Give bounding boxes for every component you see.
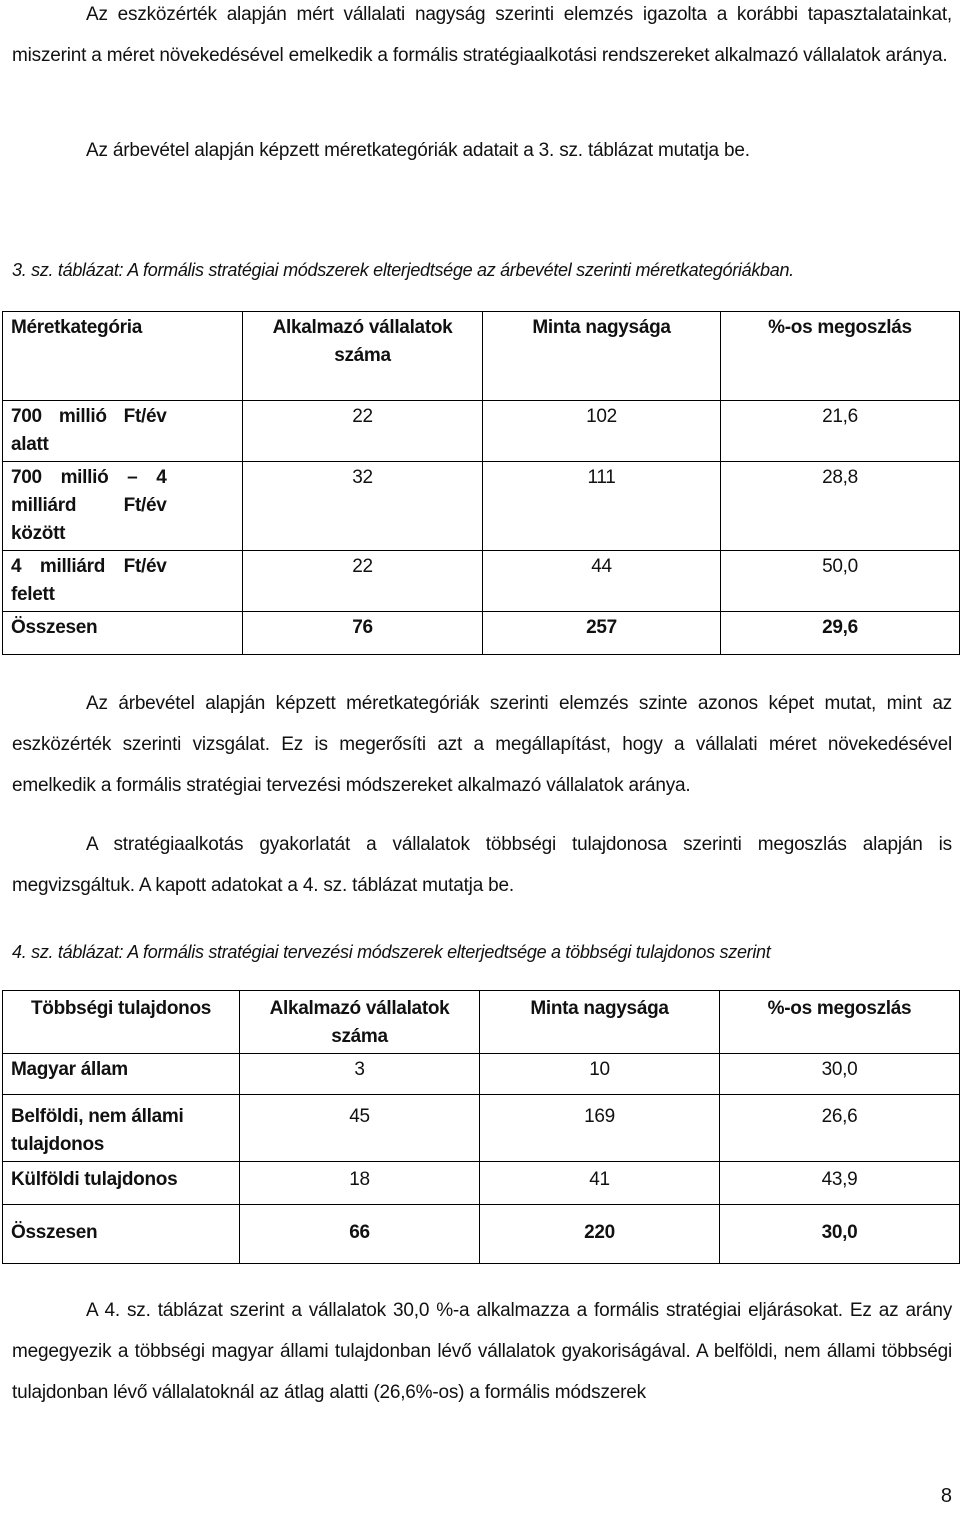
table3-cell: 111 [483,462,721,551]
table4-total-label: Összesen [3,1205,240,1264]
paragraph-2: Az árbevétel alapján képzett méretkategóriák adatait a 3. sz. táblázat mutatja be. [86,140,750,161]
table3-cell: 44 [483,551,721,612]
table4-cell: 169 [480,1095,720,1162]
paragraph-3: Az árbevétel alapján képzett méretkategóriák szerinti elemzés szinte azonos képet mutat, mint az eszközérték szerinti vizsgálat. Ez is megerősíti azt a megállapítást, hogy a vállalati méret növekedésével emelkedik a formális stratégiai tervezési módszereket alkalmazó vállalatok aránya. [12,693,952,796]
paragraph-4: A stratégiaalkotás gyakorlatát a vállalatok többségi tulajdonosa szerinti megoszlás alapján is megvizsgáltuk. A kapott adatokat a 4. sz. táblázat mutatja be. [12,834,952,896]
table4-header-row [3,991,960,1054]
table3-total-cell: 76 [243,612,483,655]
table4-cell: 3 [240,1054,480,1095]
table4-header-cell: Alkalmazó vállalatok száma [240,991,480,1054]
table4 [2,990,960,1264]
table3-total-cell: 29,6 [721,612,960,655]
table4-total-row [3,1205,960,1264]
table4-caption: 4. sz. táblázat: A formális stratégiai tervezési módszerek elterjedtsége a többségi tulajdonos szerint [12,942,771,962]
table3-cell: 102 [483,401,721,462]
table3 [2,311,960,655]
table4-total-cell: 66 [240,1205,480,1264]
table4-row-label: Külföldi tulajdonos [3,1162,240,1205]
table3-header-row [3,312,960,401]
table4-cell: 18 [240,1162,480,1205]
table4-cell: 10 [480,1054,720,1095]
table3-cell: 22 [243,551,483,612]
table-row [3,1162,960,1205]
table-row [3,1095,960,1162]
table4-cell: 30,0 [720,1054,960,1095]
table-row [3,401,960,462]
table4-cell: 26,6 [720,1095,960,1162]
table3-header-cell: Méretkategória [3,312,175,401]
table4-cell: 43,9 [720,1162,960,1205]
table3-row-label: 700 millió Ft/év alatt [3,401,175,462]
table4-header-cell: %-os megoszlás [720,991,960,1054]
table4-header-cell: Többségi tulajdonos [3,991,240,1054]
table3-cell: 28,8 [721,462,960,551]
paragraph-1: Az eszközérték alapján mért vállalati nagyság szerinti elemzés igazolta a korábbi tapasztalatainkat, miszerint a méret növekedésével emelkedik a formális stratégiaalkotási rendszereket alkalmazó vállalatok aránya. [12,4,952,66]
table4-row-label: Magyar állam [3,1054,240,1095]
page-number: 8 [940,1485,952,1507]
table3-header-cell: Minta nagysága [483,312,721,401]
table3-total-label: Összesen [3,612,243,655]
table4-total-cell: 220 [480,1205,720,1264]
table3-caption: 3. sz. táblázat: A formális stratégiai módszerek elterjedtsége az árbevétel szerinti méretkategóriákban. [12,260,794,280]
table3-row-label: 4 milliárd Ft/év felett [3,551,175,612]
table3-cell: 32 [243,462,483,551]
table-row [3,551,960,612]
paragraph-5: A 4. sz. táblázat szerint a vállalatok 30,0 %-a alkalmazza a formális stratégiai eljárásokat. Ez az arány megegyezik a többségi magyar állami tulajdonban lévő vállalatok gyakoriságával. A belföldi, nem állami többségi tulajdonban lévő vállalatoknál az átlag alatti (26,6%-os) a formális módszerek [12,1300,952,1403]
table4-total-cell: 30,0 [720,1205,960,1264]
table4-cell: 45 [240,1095,480,1162]
table4-cell: 41 [480,1162,720,1205]
table3-total-cell: 257 [483,612,721,655]
table4-header-cell: Minta nagysága [480,991,720,1054]
table-row [3,462,960,551]
table3-cell: 22 [243,401,483,462]
table3-cell: 50,0 [721,551,960,612]
table4-row-label: Belföldi, nem állami tulajdonos [3,1095,240,1162]
table3-total-row [3,612,960,655]
table3-header-cell: %-os megoszlás [721,312,960,401]
table3-row-label: 700 millió – 4 milliárd Ft/év között [3,462,175,551]
table3-cell: 21,6 [721,401,960,462]
table3-header-cell: Alkalmazó vállalatok száma [243,312,483,401]
table-row [3,1054,960,1095]
